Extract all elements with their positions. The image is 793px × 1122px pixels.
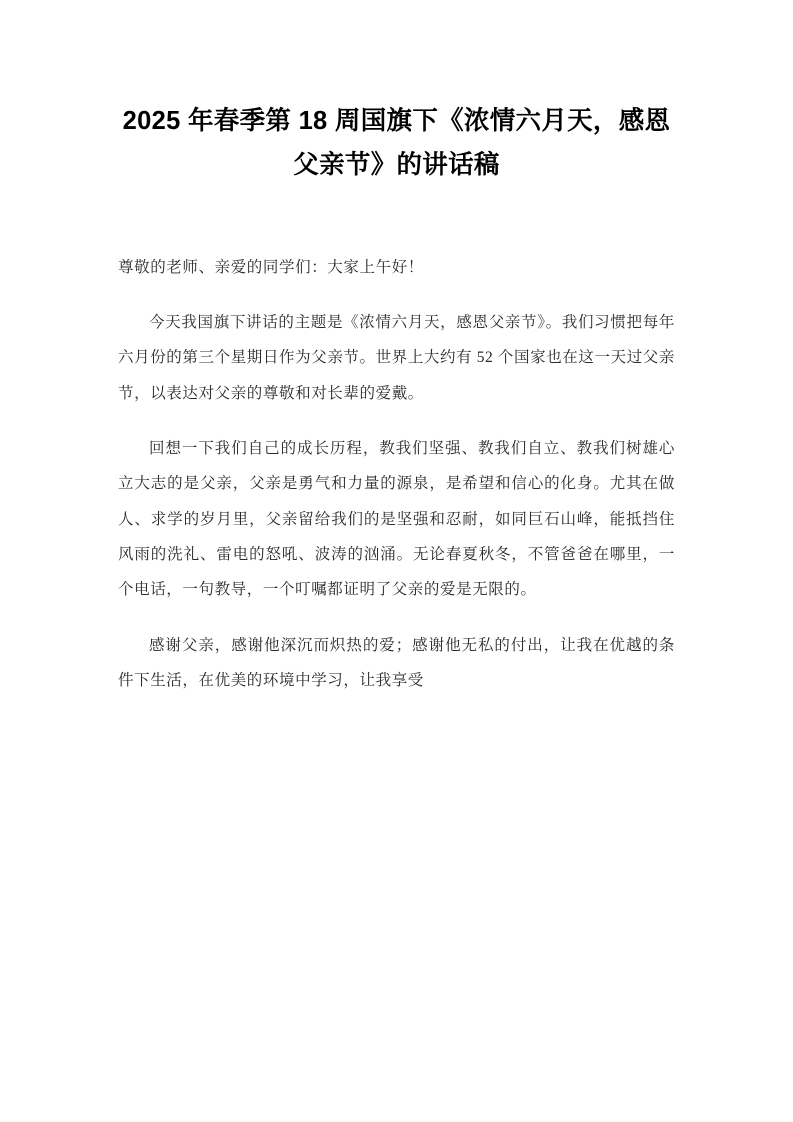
body-paragraph-2: 回想一下我们自己的成长历程，教我们坚强、教我们自立、教我们树雄心立大志的是父亲，父亲是勇气和力量的源泉，是希望和信心的化身。尤其在做人、求学的岁月里，父亲留给我们的是坚强和忍耐，如同巨石山峰，能抵挡住风雨的洗礼、雷电的怒吼、波涛的汹涌。无论春夏秋冬，不管爸爸在哪里，一个电话，一句教导，一个叮嘱都证明了父亲的爱是无限的。 (118, 440, 675, 599)
body-paragraph-1: 今天我国旗下讲话的主题是《浓情六月天，感恩父亲节》。我们习惯把每年六月份的第三个星期日作为父亲节。世界上大约有 52 个国家也在这一天过父亲节，以表达对父亲的尊敬和对长辈的爱戴。 (118, 314, 675, 402)
salutation-paragraph: 尊敬的老师、亲爱的同学们：大家上午好！ (118, 258, 424, 276)
page-title: 2025 年春季第 18 周国旗下《浓情六月天，感恩父亲节》的讲话稿 (122, 107, 671, 179)
body-paragraph-3: 感谢父亲，感谢他深沉而炽热的爱；感谢他无私的付出，让我在优越的条件下生活，在优美的环境中学习，让我享受 (118, 636, 675, 689)
document-body (118, 250, 675, 699)
